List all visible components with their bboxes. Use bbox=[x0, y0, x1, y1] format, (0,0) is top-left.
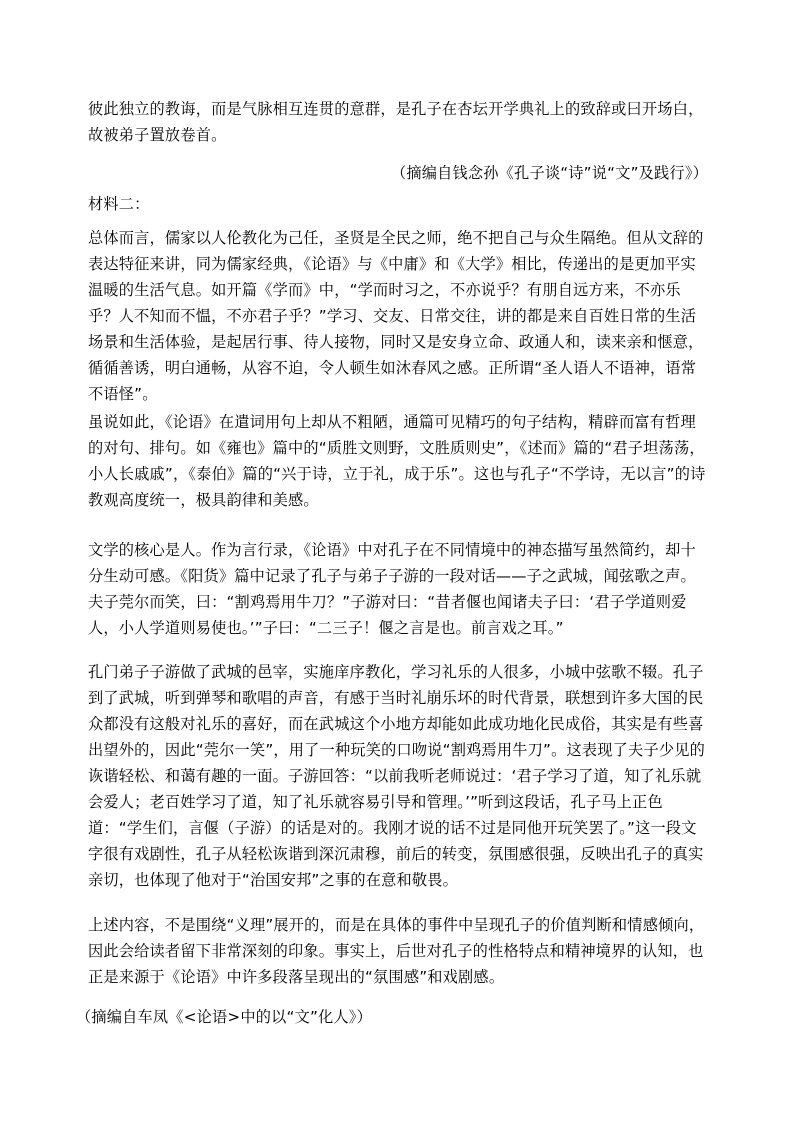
citation-text: （摘编自钱念孙《孔子谈“诗”说“文”及践行》） bbox=[390, 164, 708, 182]
citation-text: （摘编自车凤《<论语>中的以“文”化人》） bbox=[76, 1008, 372, 1026]
source-citation-1 bbox=[88, 160, 708, 186]
paragraph-text: 总体而言，儒家以人伦教化为己任，圣贤是全民之师，绝不把自己与众生隔绝。但从文辞的表达特征来讲，同为儒家经典，《论语》与《中庸》和《大学》相比，传递出的是更加平实温暖的生活气息。如开篇《学而》中，“学而时习之，不亦说乎？有朋自远方来，不亦乐乎？人不知而不愠，不亦君子乎？”学习、交友、日常交往，讲的都是来自百姓日常的生活场景和生活体验，是起居行事、待人接物，同时又是安身立命、政通人和，读来亲和惬意，循循善诱，明白通畅，从容不迫，令人顿生如沐春风之感。正所谓“圣人语人不语神，语常不语怪”。 bbox=[88, 229, 704, 403]
paragraph-continued bbox=[88, 96, 708, 148]
paragraph-text: 上述内容，不是围绕“义理”展开的，而是在具体的事件中呈现孔子的价值判断和情感倾向，因此会给读者留下非常深刻的印象。事实上，后世对孔子的性格特点和精神境界的认知，也正是来源于《论语》中许多段落呈现出的“氛围感”和戏剧感。 bbox=[88, 916, 705, 986]
paragraph-overview bbox=[88, 225, 708, 407]
paragraph-text: 虽说如此，《论语》在遣词用句上却从不粗陋，通篇可见精巧的句子结构，精辟而富有哲理的对句、排句。如《雍也》篇中的“质胜文则野，文胜质则史”，《述而》篇的“君子坦荡荡，小人长戚戚”，《泰伯》篇的“兴于诗，立于礼，成于乐”。这也与孔子“不学诗，无以言”的诗教观高度统一，极具韵律和美感。 bbox=[88, 413, 706, 509]
paragraph-text: 文学的核心是人。作为言行录，《论语》中对孔子在不同情境中的神态描写虽然简约，却十分生动可感。《阳货》篇中记录了孔子与弟子子游的一段对话——子之武城，闻弦歌之声。夫子莞尔而笑，曰：“割鸡焉用牛刀？”子游对曰：“昔者偃也闻诸夫子曰：‘君子学道则爱人，小人学道则易使也。’”子曰：“二三子！偃之言是也。前言戏之耳。” bbox=[88, 541, 696, 637]
source-citation-2 bbox=[76, 1004, 696, 1030]
paragraph-text: 孔门弟子子游做了武城的邑宰，实施庠序教化，学习礼乐的人很多，小城中弦歌不辍。孔子到了武城，听到弹琴和歌唱的声音，有感于当时礼崩乐坏的时代背景，联想到许多大国的民众都没有这般对礼乐的喜好，而在武城这个小地方却能如此成功地化民成俗，其实是有些喜出望外的，因此“莞尔一笑”，用了一种玩笑的口吻说“割鸡焉用牛刀”。这表现了夫子少见的诙谐轻松、和蔼有趣的一面。子游回答：“以前我听老师说过：‘君子学习了道，知了礼乐就会爱人；老百姓学习了道，知了礼乐就容易引导和管理。’”听到这段话，孔子马上正色道：“学生们，言偃（子游）的话是对的。我刚才说的话不过是同他开玩笑罢了。”这一段文字很有戏剧性，孔子从轻松诙谐到深沉肃穆，前后的转变，氛围感很强，反映出孔子的真实亲切，也体现了他对于“治国安邦”之事的在意和敬畏。 bbox=[88, 663, 705, 889]
paragraph-portrayal bbox=[88, 537, 708, 641]
paragraph-rhetoric bbox=[88, 409, 708, 513]
section-heading bbox=[88, 191, 708, 217]
paragraph-wucheng bbox=[88, 659, 708, 893]
heading-text: 材料二： bbox=[88, 195, 150, 213]
paragraph-text: 彼此独立的教诲，而是气脉相互连贯的意群，是孔子在杏坛开学典礼上的致辞或曰开场白，故被弟子置放卷首。 bbox=[88, 100, 704, 144]
paragraph-conclusion bbox=[88, 912, 708, 990]
